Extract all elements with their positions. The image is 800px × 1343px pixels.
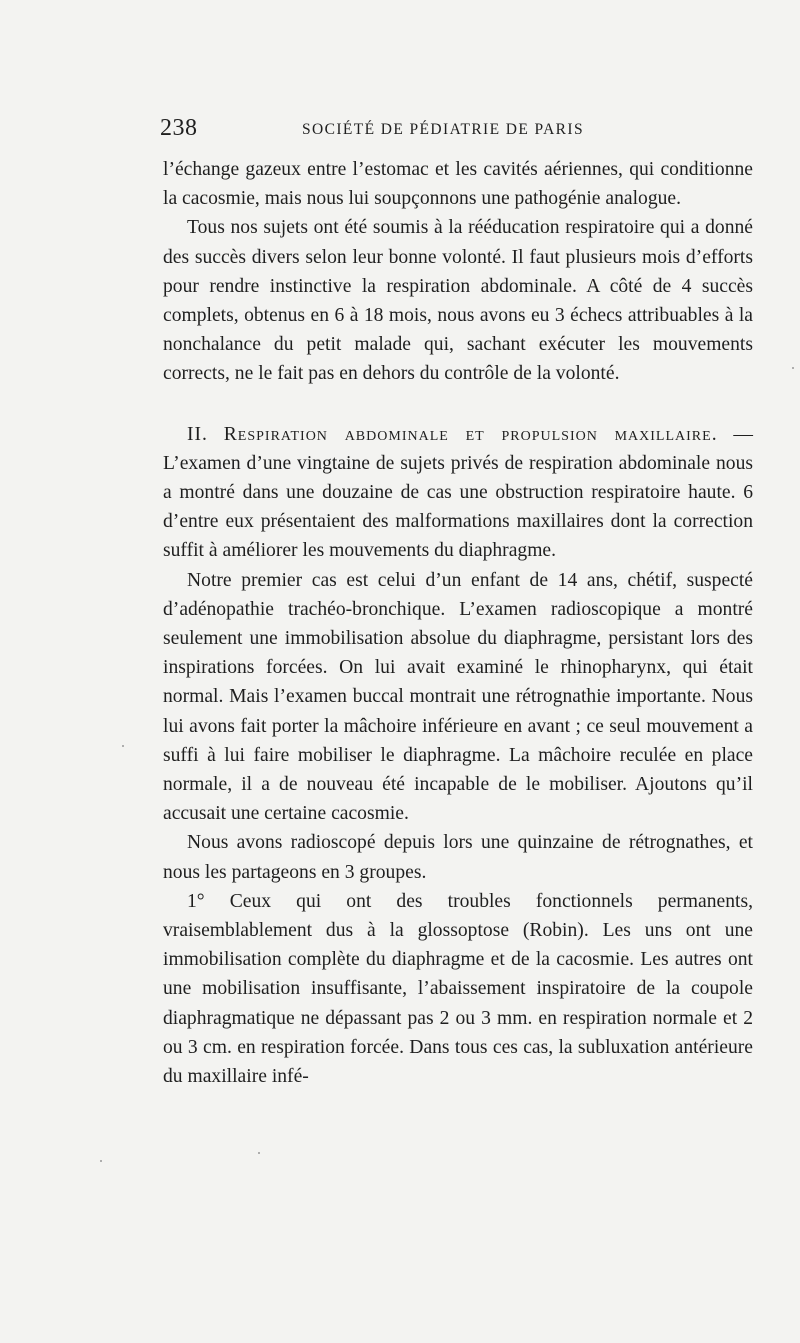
scan-speck	[100, 1160, 102, 1162]
page-number: 238	[160, 115, 198, 141]
scan-speck	[792, 367, 794, 369]
section-number: II.	[187, 423, 208, 445]
section-lead: L’examen d’une vingtaine de sujets privés de respiration abdominale nous a montré dans une douzaine de cas une obstruction respiratoire haute. 6 d’entre eux présentaient des malformations maxillaires dont la correction suffit à améliorer les mouvements du diaphragme.	[163, 452, 753, 562]
page-header	[160, 115, 756, 149]
running-head: SOCIÉTÉ DE PÉDIATRIE DE PARIS	[302, 121, 585, 138]
paragraph-group-one: 1° Ceux qui ont des troubles fonctionnels permanents, vraisemblablement dus à la glossoptose (Robin). Les uns ont une immobilisation complète du diaphragme et de la cacosmie. Les autres ont une mobilisation insuffisante, l’abaissement inspiratoire de la coupole diaphragmatique ne dépassant pas 2 ou 3 mm. en respiration normale et 2 ou 3 cm. en respiration forcée. Dans tous ces cas, la subluxation antérieure du maxillaire infé-	[163, 890, 753, 1088]
section-dash: —	[733, 423, 753, 445]
scan-speck	[122, 745, 124, 747]
section-title: Respiration abdominale et propulsion maxillaire.	[223, 423, 718, 445]
scan-speck	[258, 1152, 260, 1154]
section-spacer	[163, 389, 753, 420]
paragraph-reeducation: Tous nos sujets ont été soumis à la rééducation respiratoire qui a donné des succès divers selon leur bonne volonté. Il faut plusieurs mois d’efforts pour rendre instinctive la respiration abdominale. A côté de 4 succès complets, obtenus en 6 à 18 mois, nous avons eu 3 échecs attribuables à la nonchalance du petit malade qui, sachant exécuter les mouvements corrects, ne le fait pas en dehors du contrôle de la volonté.	[163, 217, 753, 385]
paragraph-continuation: l’échange gazeux entre l’estomac et les cavités aériennes, qui conditionne la cacosmie, mais nous lui soupçonnons une pathogénie analogue.	[163, 159, 753, 210]
paragraph-retrognathes: Nous avons radioscopé depuis lors une quinzaine de rétrognathes, et nous les partageons en 3 groupes.	[163, 832, 753, 883]
paragraph-first-case: Notre premier cas est celui d’un enfant de 14 ans, chétif, suspecté d’adénopathie trachéo-bronchique. L’examen radioscopique a montré seulement une immobilisation absolue du diaphragme, persistant lors des inspirations forcées. On lui avait examiné le rhinopharynx, qui était normal. Mais l’examen buccal montrait une rétrognathie importante. Nous lui avons fait porter la mâchoire inférieure en avant ; ce seul mouvement a suffi à lui faire mobiliser le diaphragme. La mâchoire reculée en place normale, il a de nouveau été incapable de le mobiliser. Ajoutons qu’il accusait une certaine cacosmie.	[163, 569, 753, 825]
section-paragraph	[163, 420, 753, 566]
body-text	[163, 155, 753, 1091]
